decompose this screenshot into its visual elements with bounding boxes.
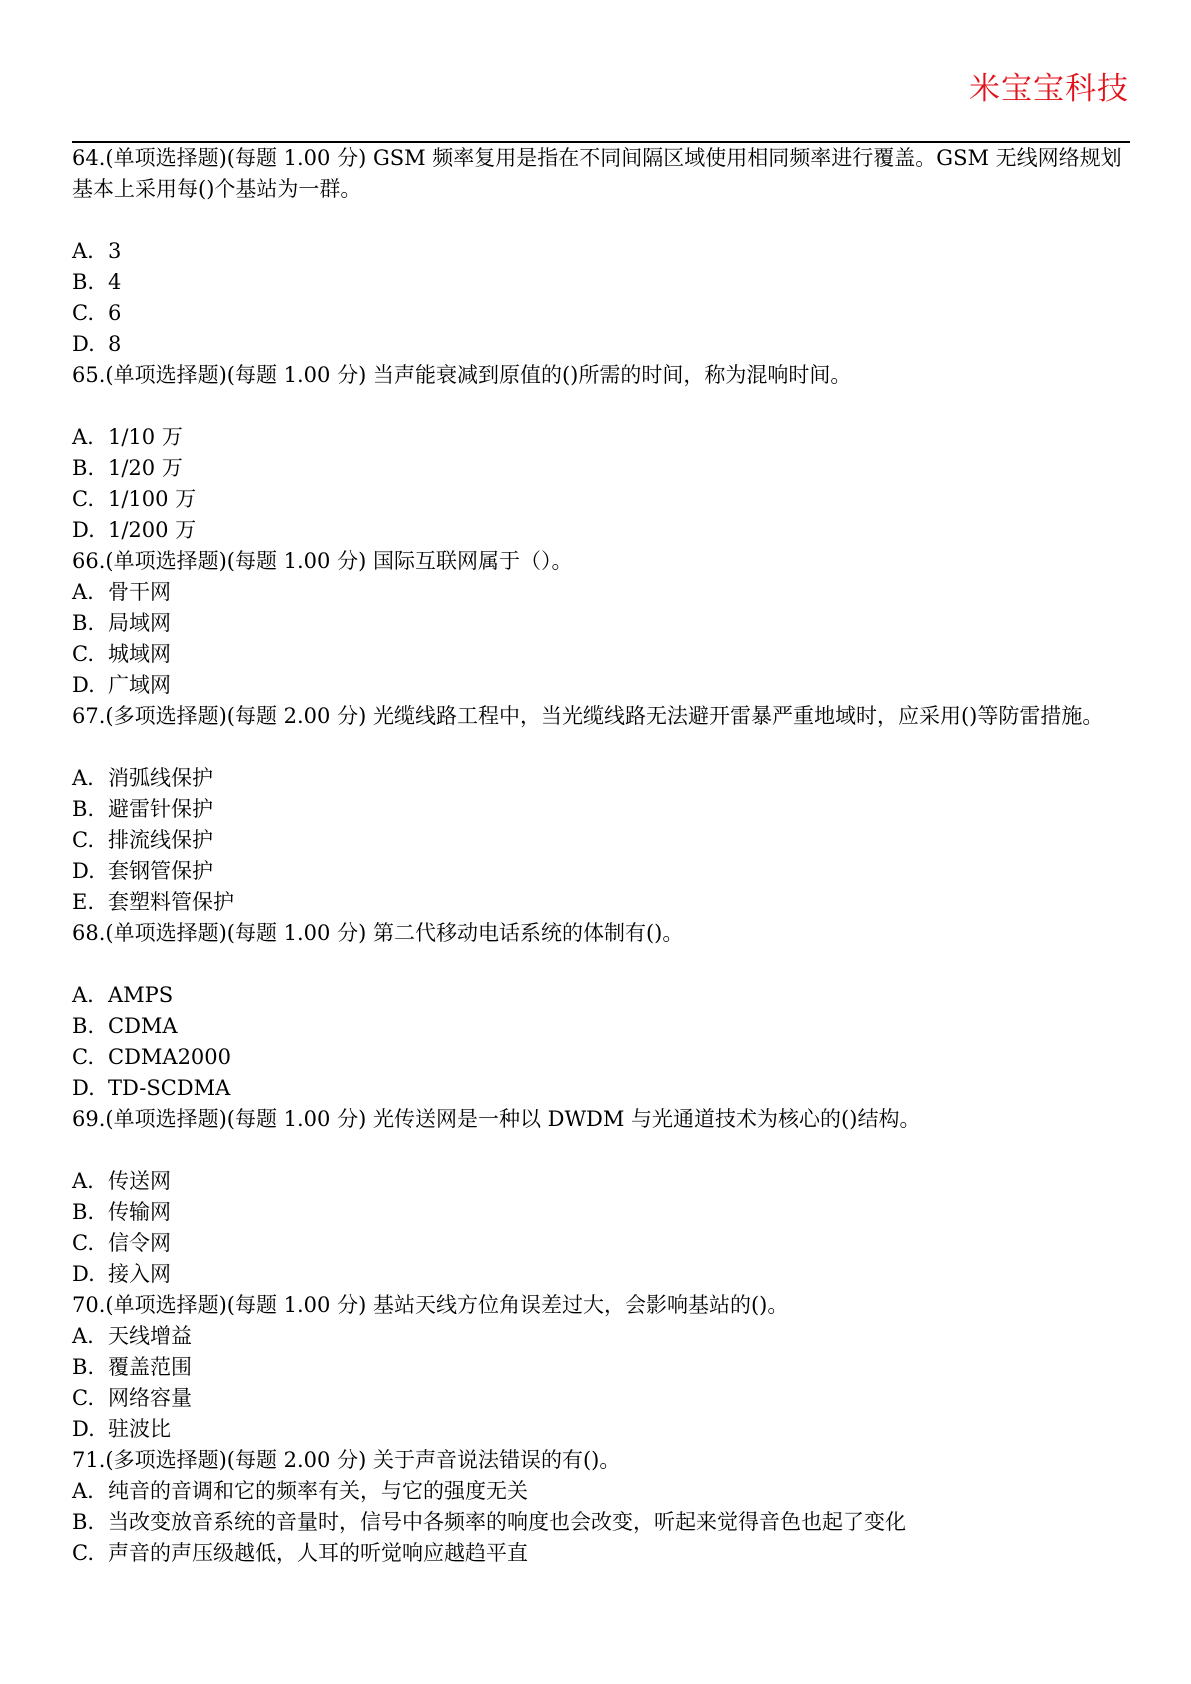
option-text: 避雷针保护: [108, 797, 213, 821]
option-letter: B.: [72, 1200, 95, 1224]
answer-option: [72, 794, 1130, 825]
option-letter: C.: [72, 1541, 94, 1565]
option-text: 局域网: [108, 611, 171, 635]
spacer: [72, 391, 1130, 422]
answer-option: [72, 1507, 1130, 1538]
question-item: [72, 546, 1130, 701]
option-letter: C.: [72, 1386, 94, 1410]
option-text: 套钢管保护: [108, 859, 213, 883]
question-item: [72, 1290, 1130, 1445]
option-text: CDMA: [108, 1014, 178, 1038]
question-item: [72, 1104, 1130, 1290]
option-letter: A.: [72, 1169, 94, 1193]
option-text: 8: [108, 332, 122, 356]
question-text: 71.(多项选择题)(每题 2.00 分) 关于声音说法错误的有()。: [72, 1448, 621, 1472]
option-text: TD-SCDMA: [108, 1076, 231, 1100]
answer-option: [72, 1383, 1130, 1414]
answer-option: [72, 453, 1130, 484]
option-text: 城域网: [108, 642, 171, 666]
option-letter: C.: [72, 1231, 94, 1255]
option-letter: C.: [72, 487, 94, 511]
spacer: [72, 1135, 1130, 1166]
option-text: 3: [108, 239, 122, 263]
answer-option: [72, 422, 1130, 453]
answer-option: [72, 1476, 1130, 1507]
brand-watermark: 米宝宝科技: [969, 71, 1129, 107]
question-text: 68.(单项选择题)(每题 1.00 分) 第二代移动电话系统的体制有()。: [72, 921, 684, 945]
question-item: [72, 143, 1130, 360]
spacer: [72, 732, 1130, 763]
answer-option: [72, 1197, 1130, 1228]
option-text: 广域网: [108, 673, 171, 697]
answer-option: [72, 1259, 1130, 1290]
option-letter: C.: [72, 642, 94, 666]
question-text: 70.(单项选择题)(每题 1.00 分) 基站天线方位角误差过大，会影响基站的()。: [72, 1293, 789, 1317]
option-letter: B.: [72, 456, 95, 480]
answer-option: [72, 887, 1130, 918]
option-text: AMPS: [108, 983, 174, 1007]
answer-option: [72, 1538, 1130, 1569]
answer-option: [72, 825, 1130, 856]
question-text: 64.(单项选择题)(每题 1.00 分) GSM 频率复用是指在不同间隔区域使用相同频率进行覆盖。GSM 无线网络规划基本上采用每()个基站为一群。: [72, 146, 1122, 201]
option-text: 传送网: [108, 1169, 171, 1193]
option-text: 排流线保护: [108, 828, 213, 852]
option-text: 1/10 万: [108, 425, 183, 449]
option-letter: D.: [72, 673, 95, 697]
answer-option: [72, 484, 1130, 515]
option-letter: A.: [72, 983, 94, 1007]
answer-option: [72, 608, 1130, 639]
option-letter: D.: [72, 1262, 95, 1286]
option-text: 驻波比: [108, 1417, 171, 1441]
answer-option: [72, 856, 1130, 887]
option-text: 消弧线保护: [108, 766, 213, 790]
answer-option: [72, 298, 1130, 329]
option-text: 天线增益: [108, 1324, 192, 1348]
answer-option: [72, 763, 1130, 794]
option-letter: B.: [72, 1355, 95, 1379]
question-text: 69.(单项选择题)(每题 1.00 分) 光传送网是一种以 DWDM 与光通道技术为核心的()结构。: [72, 1107, 921, 1131]
option-letter: A.: [72, 425, 94, 449]
option-letter: B.: [72, 1510, 95, 1534]
option-text: 1/200 万: [108, 518, 197, 542]
option-letter: C.: [72, 828, 94, 852]
answer-option: [72, 670, 1130, 701]
option-letter: A.: [72, 766, 94, 790]
answer-option: [72, 1042, 1130, 1073]
option-text: CDMA2000: [108, 1045, 232, 1069]
question-item: [72, 918, 1130, 1104]
question-text: 65.(单项选择题)(每题 1.00 分) 当声能衰减到原值的()所需的时间，称为混响时间。: [72, 363, 852, 387]
answer-option: [72, 1011, 1130, 1042]
option-text: 套塑料管保护: [108, 890, 234, 914]
option-letter: B.: [72, 270, 95, 294]
option-text: 覆盖范围: [108, 1355, 192, 1379]
option-text: 纯音的音调和它的频率有关，与它的强度无关: [108, 1479, 528, 1503]
option-letter: A.: [72, 580, 94, 604]
answer-option: [72, 980, 1130, 1011]
question-list: [72, 143, 1130, 1569]
option-text: 1/20 万: [108, 456, 183, 480]
option-letter: C.: [72, 301, 94, 325]
question-item: [72, 360, 1130, 546]
option-letter: D.: [72, 332, 95, 356]
option-text: 骨干网: [108, 580, 171, 604]
option-letter: B.: [72, 611, 95, 635]
question-item: [72, 1445, 1130, 1569]
option-letter: E.: [72, 890, 95, 914]
answer-option: [72, 1166, 1130, 1197]
option-text: 6: [108, 301, 122, 325]
option-letter: D.: [72, 859, 95, 883]
option-letter: D.: [72, 1417, 95, 1441]
option-text: 4: [108, 270, 122, 294]
question-text: 66.(单项选择题)(每题 1.00 分) 国际互联网属于（）。: [72, 549, 573, 573]
spacer: [72, 949, 1130, 980]
option-text: 当改变放音系统的音量时，信号中各频率的响度也会改变，听起来觉得音色也起了变化: [108, 1510, 906, 1534]
option-text: 网络容量: [108, 1386, 192, 1410]
option-letter: D.: [72, 518, 95, 542]
answer-option: [72, 1352, 1130, 1383]
option-text: 接入网: [108, 1262, 171, 1286]
option-text: 信令网: [108, 1231, 171, 1255]
option-text: 传输网: [108, 1200, 171, 1224]
answer-option: [72, 236, 1130, 267]
answer-option: [72, 639, 1130, 670]
answer-option: [72, 515, 1130, 546]
option-text: 声音的声压级越低，人耳的听觉响应越趋平直: [108, 1541, 528, 1565]
option-letter: A.: [72, 1479, 94, 1503]
answer-option: [72, 1414, 1130, 1445]
answer-option: [72, 1321, 1130, 1352]
option-letter: A.: [72, 239, 94, 263]
question-text: 67.(多项选择题)(每题 2.00 分) 光缆线路工程中，当光缆线路无法避开雷暴严重地域时，应采用()等防雷措施。: [72, 704, 1104, 728]
answer-option: [72, 267, 1130, 298]
option-letter: A.: [72, 1324, 94, 1348]
answer-option: [72, 1228, 1130, 1259]
option-letter: D.: [72, 1076, 95, 1100]
question-item: [72, 701, 1130, 918]
answer-option: [72, 1073, 1130, 1104]
option-letter: C.: [72, 1045, 94, 1069]
answer-option: [72, 329, 1130, 360]
spacer: [72, 205, 1130, 236]
option-text: 1/100 万: [108, 487, 197, 511]
option-letter: B.: [72, 797, 95, 821]
option-letter: B.: [72, 1014, 95, 1038]
answer-option: [72, 577, 1130, 608]
